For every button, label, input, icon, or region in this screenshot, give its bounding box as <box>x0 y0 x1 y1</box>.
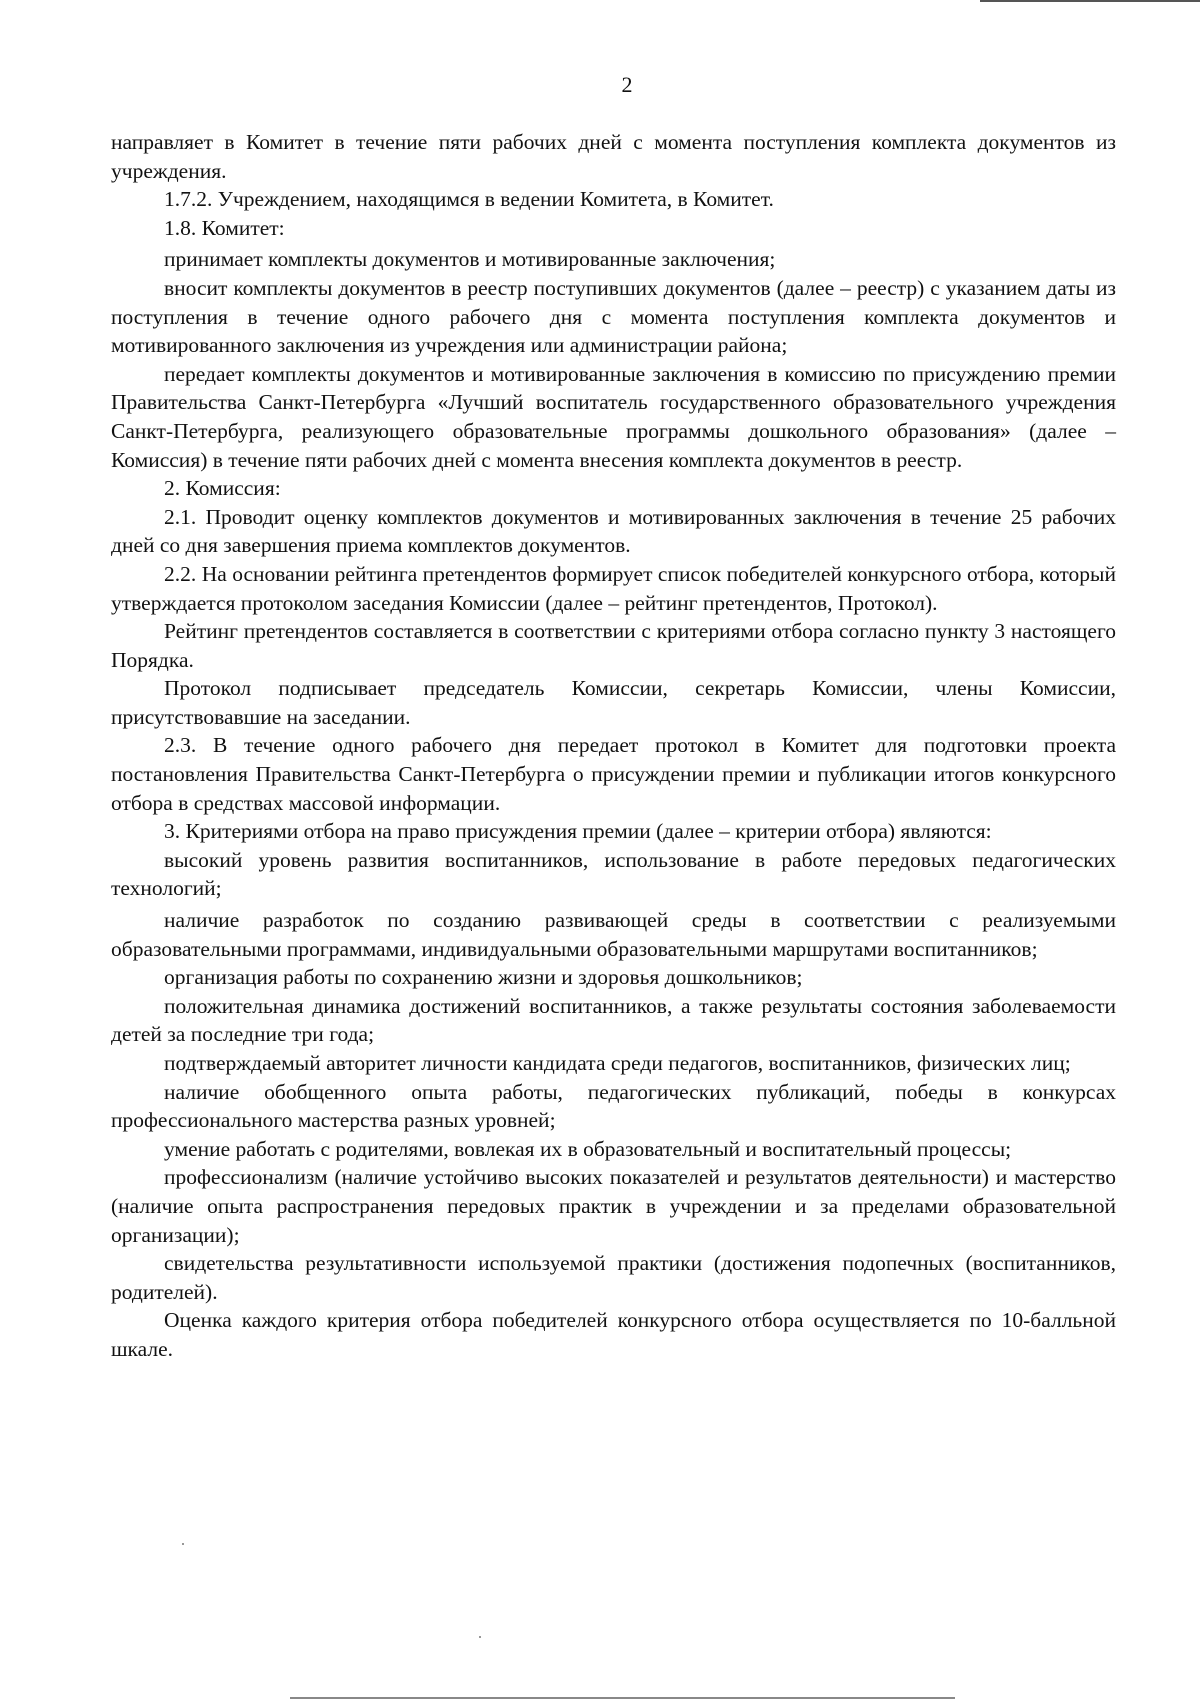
paragraph: принимает комплекты документов и мотивированные заключения; <box>164 247 776 272</box>
scan-edge-top <box>980 0 1200 2</box>
paragraph: вносит комплекты документов в реестр поступивших документов (далее – реестр) с указанием даты из поступления в течение одного рабочего дня с момента поступления комплекта документов и мотивированного заключения из учреждения или администрации района; <box>111 275 1116 358</box>
document-body <box>111 128 1116 1364</box>
paragraph: 2. Комиссия: <box>164 476 281 501</box>
page-number: 2 <box>621 72 633 97</box>
paragraph: 2.2. На основании рейтинга претендентов формирует список победителей конкурсного отбора, который утверждается протоколом заседания Комиссии (далее – рейтинг претендентов, Протокол). <box>111 561 1116 615</box>
scan-speck <box>182 1543 184 1545</box>
paragraph: профессионализм (наличие устойчиво высоких показателей и результатов деятельности) и мастерство (наличие опыта распространения передовых практик в учреждении и за пределами образовательной организации); <box>111 1165 1116 1247</box>
paragraph: умение работать с родителями, вовлекая их в образовательный и воспитательный процессы; <box>164 1136 1012 1161</box>
paragraph: свидетельства результативности используемой практики (достижения подопечных (воспитанников, родителей). <box>111 1251 1116 1304</box>
paragraph: 3. Критериями отбора на право присуждения премии (далее – критерии отбора) являются: <box>164 819 992 844</box>
paragraph: Оценка каждого критерия отбора победителей конкурсного отбора осуществляется по 10-балльной шкале. <box>111 1308 1116 1361</box>
paragraph: Рейтинг претендентов составляется в соответствии с критериями отбора согласно пункту 3 настоящего Порядка. <box>111 619 1116 672</box>
paragraph: подтверждаемый авторитет личности кандидата среди педагогов, воспитанников, физических лиц; <box>164 1051 1071 1075</box>
paragraph: высокий уровень развития воспитанников, использование в работе передовых педагогических технологий; <box>111 847 1116 901</box>
paragraph: направляет в Комитет в течение пяти рабочих дней с момента поступления комплекта документов из учреждения. <box>111 130 1116 183</box>
paragraph: Протокол подписывает председатель Комиссии, секретарь Комиссии, члены Комиссии, присутствовавшие на заседании. <box>111 676 1116 729</box>
paragraph: наличие разработок по созданию развивающей среды в соответствии с реализуемыми образовательными программами, индивидуальными образовательными маршрутами воспитанников; <box>111 908 1116 961</box>
paragraph: организация работы по сохранению жизни и здоровья дошкольников; <box>164 965 803 990</box>
paragraph: 2.3. В течение одного рабочего дня передает протокол в Комитет для подготовки проекта постановления Правительства Санкт-Петербурга о присуждении премии и публикации итогов конкурсного отбора в средствах массовой информации. <box>111 733 1116 815</box>
paragraph: 2.1. Проводит оценку комплектов документов и мотивированных заключения в течение 25 рабочих дней со дня завершения приема комплектов документов. <box>111 504 1116 558</box>
paragraph: 1.7.2. Учреждением, находящимся в ведении Комитета, в Комитет. <box>164 187 774 212</box>
scan-speck <box>479 1636 481 1638</box>
paragraph: положительная динамика достижений воспитанников, а также результаты состояния заболеваемости детей за последние три года; <box>111 993 1116 1047</box>
paragraph: 1.8. Комитет: <box>164 215 285 240</box>
paragraph: наличие обобщенного опыта работы, педагогических публикаций, победы в конкурсах профессионального мастерства разных уровней; <box>111 1079 1116 1133</box>
scan-edge-bottom <box>290 1697 955 1699</box>
paragraph: передает комплекты документов и мотивированные заключения в комиссию по присуждению премии Правительства Санкт-Петербурга «Лучший воспитатель государственного образовательного учреждения Санкт-Петербурга, реализующего образовательные программы дошкольного образования» (далее – Комиссия) в течение пяти рабочих дней с момента внесения комплекта документов в реестр. <box>111 361 1116 472</box>
